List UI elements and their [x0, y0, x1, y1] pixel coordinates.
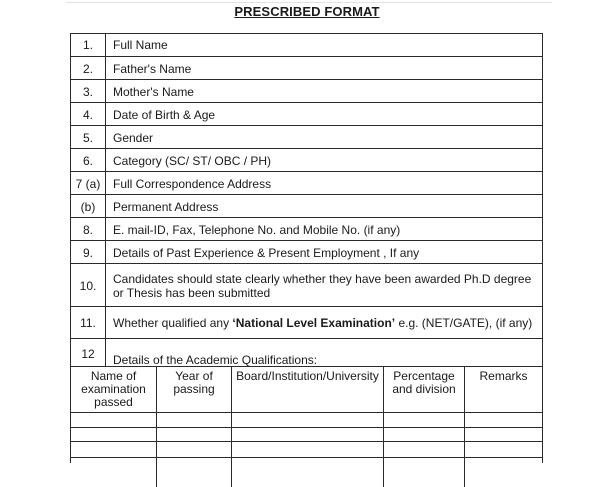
table-row — [71, 125, 542, 149]
table-row — [71, 306, 542, 339]
row-label: Mother's Name — [113, 84, 194, 99]
table-row — [71, 56, 542, 80]
row-label: Full Correspondence Address — [113, 176, 272, 191]
row-divider — [71, 457, 542, 458]
row-label: Father's Name — [113, 61, 192, 76]
row-number: 1. — [71, 34, 106, 56]
column-header-exam: Name of examination passed — [81, 369, 146, 409]
table-row — [71, 263, 542, 307]
row-number: 12 — [71, 339, 106, 367]
row-number: 9. — [71, 241, 106, 264]
row-label: Details of the Academic Qualifications: — [113, 353, 318, 367]
row-number: 6. — [71, 149, 106, 172]
table-row — [71, 148, 542, 172]
row-number: 2. — [71, 57, 106, 80]
application-form-table — [70, 33, 543, 463]
row-label: Date of Birth & Age — [113, 107, 216, 122]
row-number: 10. — [71, 264, 106, 307]
column-header-remarks: Remarks — [479, 369, 528, 383]
table-row — [71, 240, 542, 264]
row-label: Details of Past Experience & Present Employment , If any — [113, 245, 420, 260]
row-number: 5. — [71, 126, 106, 149]
table-row — [71, 102, 542, 126]
row-divider — [71, 441, 542, 442]
row-number: 11. — [71, 307, 106, 339]
column-header-board: Board/Institution/University — [236, 369, 379, 383]
row-number: (b) — [71, 195, 106, 218]
row-number: 8. — [71, 218, 106, 241]
table-row — [71, 338, 542, 367]
row-divider — [71, 412, 542, 413]
table-row — [71, 79, 542, 103]
qualifications-table — [71, 366, 542, 487]
column-header-percentage: Percentage and division — [392, 369, 456, 396]
row-number: 7 (a) — [71, 172, 106, 195]
row-label: Category (SC/ ST/ OBC / PH) — [113, 153, 272, 168]
row-label: Gender — [113, 130, 154, 145]
row-label-start: Whether qualified any — [113, 316, 233, 330]
row-label-end: e.g. (NET/GATE), (if any) — [395, 316, 533, 330]
row-number: 4. — [71, 103, 106, 126]
top-rule — [66, 2, 552, 3]
row-label-emphasis: ‘National Level Examination’ — [232, 316, 396, 330]
table-row — [71, 34, 542, 56]
table-row — [71, 217, 542, 241]
row-label — [113, 307, 536, 339]
row-label: Full Name — [113, 38, 168, 52]
row-label: E. mail-ID, Fax, Telephone No. and Mobile No. (if any) — [113, 222, 401, 237]
page-title: PRESCRIBED FORMAT — [234, 4, 380, 19]
row-label: Candidates should state clearly whether they have been awarded Ph.D degree or Thesis has been submitted — [113, 271, 532, 300]
column-header-year: Year of passing — [173, 369, 215, 396]
row-number: 3. — [71, 80, 106, 103]
table-row — [71, 194, 542, 218]
table-row — [71, 171, 542, 195]
row-label: Permanent Address — [113, 199, 219, 214]
row-divider — [71, 427, 542, 428]
